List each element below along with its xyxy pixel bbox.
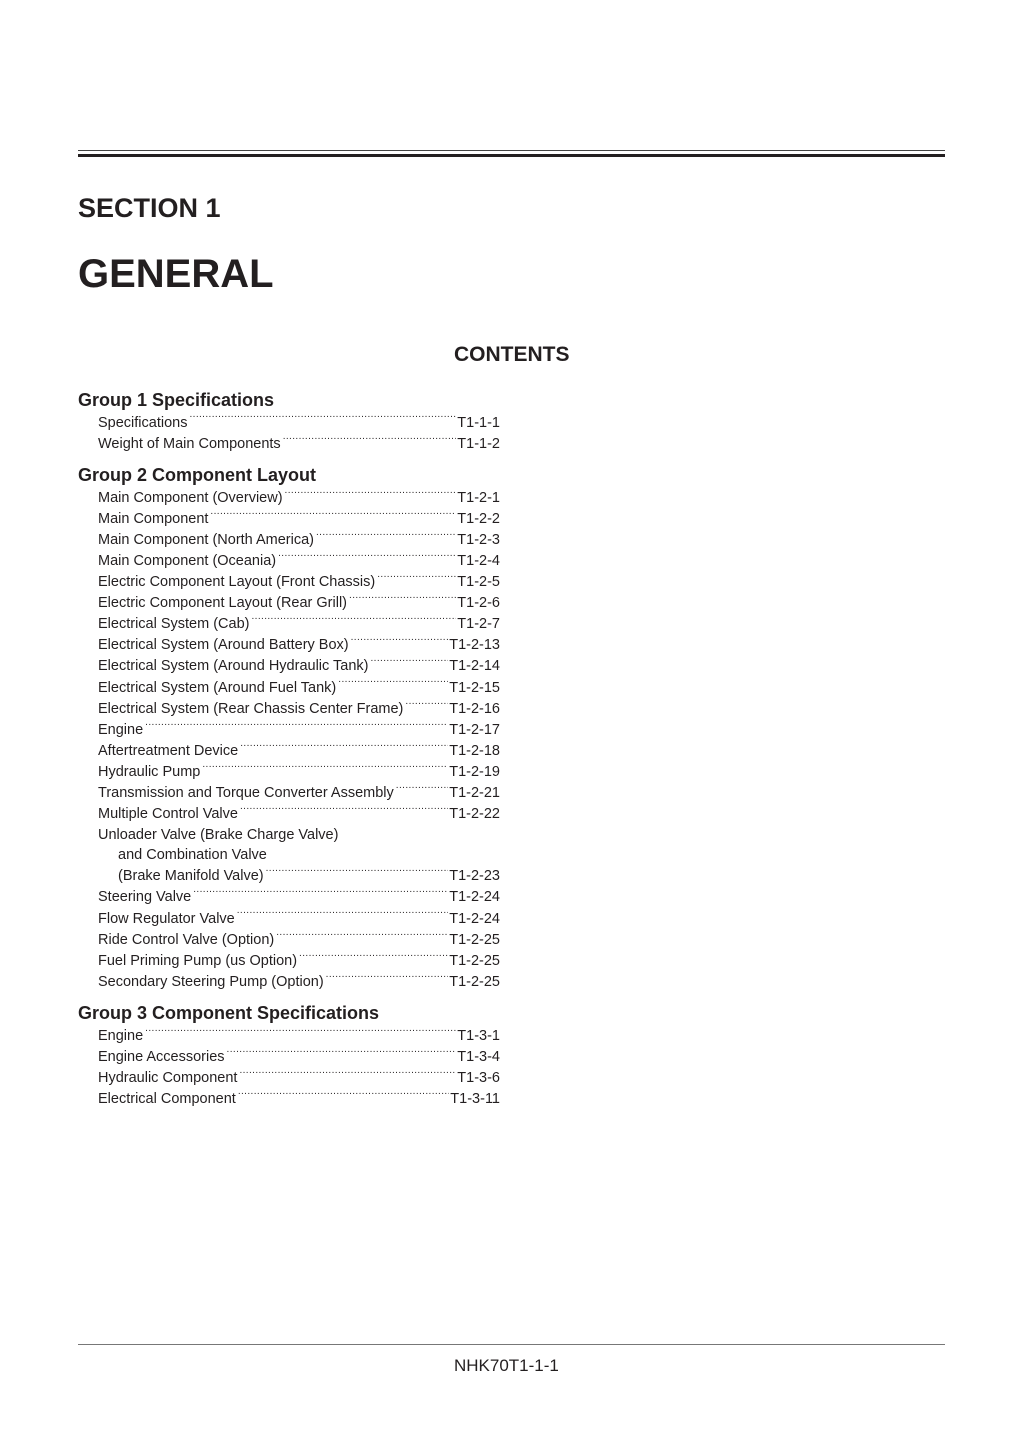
toc-entry[interactable]: [78, 1068, 500, 1089]
entry-label: Electric Component Layout (Front Chassis): [98, 574, 376, 591]
group-title: Group 2 Component Layout: [78, 465, 316, 486]
dot-leader: [338, 677, 448, 692]
toc-entry[interactable]: [78, 572, 500, 593]
dot-leader: [276, 929, 448, 944]
dot-leader: [266, 866, 449, 881]
entry-page: T1-2-7: [457, 616, 500, 633]
entry-page: T1-2-14: [449, 658, 500, 675]
entry-page: T1-3-11: [450, 1091, 500, 1108]
header-rule-thin: [78, 150, 945, 151]
entry-label: Flow Regulator Valve: [98, 910, 235, 927]
dot-leader: [278, 550, 456, 565]
dot-leader: [240, 804, 448, 819]
dot-leader: [396, 783, 448, 798]
entry-label: Hydraulic Pump: [98, 763, 201, 780]
entry-page: T1-2-21: [449, 785, 500, 801]
entry-label: Electrical System (Around Hydraulic Tank): [98, 658, 369, 675]
toc-entry[interactable]: [78, 614, 500, 635]
entry-label: Electrical Component: [98, 1091, 236, 1108]
dot-leader: [349, 593, 456, 608]
header-double-rule: [78, 150, 945, 158]
entry-page: T1-2-23: [449, 868, 500, 885]
dot-leader: [145, 1025, 456, 1040]
dot-leader: [145, 719, 448, 734]
entry-page: T1-2-4: [457, 552, 500, 569]
entry-label: Engine: [98, 721, 144, 738]
dot-leader: [285, 487, 457, 502]
dot-leader: [283, 433, 457, 448]
dot-leader: [193, 887, 448, 902]
entry-label: Transmission and Torque Converter Assembly: [98, 785, 394, 801]
dot-leader: [240, 740, 448, 755]
toc-entry[interactable]: [78, 887, 500, 908]
dot-leader: [377, 572, 456, 587]
toc-entry[interactable]: [78, 593, 500, 614]
entry-page: T1-2-2: [457, 510, 500, 527]
toc-entry[interactable]: [78, 783, 500, 804]
dot-leader: [238, 1089, 449, 1104]
dot-leader: [371, 656, 449, 671]
dot-leader: [326, 971, 449, 986]
entry-label: Steering Valve: [98, 889, 192, 906]
entry-label: Multiple Control Valve: [98, 806, 238, 823]
toc-entry[interactable]: [78, 412, 500, 433]
entry-label: Fuel Priming Pump (us Option): [98, 952, 298, 969]
toc-entry[interactable]: [78, 929, 500, 950]
footer-rule: [78, 1344, 945, 1345]
entry-label: Ride Control Valve (Option): [98, 931, 275, 948]
toc-entry[interactable]: [78, 740, 500, 761]
header-rule-thick: [78, 154, 945, 157]
entry-page: T1-2-22: [449, 806, 500, 823]
entry-page: T1-2-25: [449, 931, 500, 948]
section-label: SECTION 1: [78, 193, 221, 223]
entry-label: Electrical System (Rear Chassis Center Frame): [98, 700, 404, 717]
entry-page: T1-2-19: [449, 763, 500, 780]
dot-leader: [316, 529, 456, 544]
toc-entry[interactable]: [78, 761, 500, 782]
entry-label: Aftertreatment Device: [98, 742, 239, 759]
group-title: Group 1 Specifications: [78, 390, 275, 410]
toc-entry[interactable]: [78, 487, 500, 508]
entry-label: Main Component: [98, 510, 209, 527]
entry-page: T1-3-1: [457, 1027, 500, 1044]
toc-group-2: [78, 463, 500, 992]
table-of-contents: [78, 388, 500, 1119]
toc-group-3: [78, 1001, 500, 1109]
entry-page: T1-1-2: [457, 435, 500, 452]
entry-label: Engine Accessories: [98, 1049, 225, 1066]
toc-entry-multiline-line2[interactable]: [78, 845, 500, 866]
toc-entry[interactable]: [78, 1089, 500, 1110]
group-title: Group 3 Component Specifications: [78, 1003, 380, 1024]
toc-entry-multiline-line1[interactable]: [78, 825, 500, 846]
dot-leader: [239, 1068, 456, 1083]
toc-entry[interactable]: [78, 433, 500, 454]
toc-group-1: [78, 388, 500, 454]
entry-page: T1-1-1: [457, 414, 500, 431]
entry-label: Electric Component Layout (Rear Grill): [98, 595, 348, 612]
dot-leader: [299, 950, 448, 965]
entry-label: Hydraulic Component: [98, 1070, 238, 1087]
toc-entry[interactable]: [78, 1047, 500, 1068]
entry-page: T1-2-18: [449, 742, 500, 759]
section-title: GENERAL: [78, 252, 274, 296]
entry-label: Electrical System (Around Battery Box): [98, 637, 349, 654]
entry-page: T1-2-15: [449, 679, 500, 696]
dot-leader: [405, 698, 448, 713]
entry-page: T1-3-6: [457, 1070, 500, 1087]
entry-page: T1-2-6: [457, 595, 500, 612]
entry-page: T1-2-25: [449, 952, 500, 969]
entry-page: T1-2-5: [457, 574, 500, 591]
entry-label-continued: and Combination Valve: [118, 847, 267, 864]
dot-leader: [227, 1047, 457, 1062]
toc-entry-multiline-line3[interactable]: [78, 866, 500, 887]
entry-page: T1-2-13: [449, 637, 500, 654]
entry-label: Main Component (Oceania): [98, 552, 277, 569]
dot-leader: [351, 635, 449, 650]
toc-entry[interactable]: [78, 550, 500, 571]
toc-entry[interactable]: [78, 719, 500, 740]
dot-leader: [251, 614, 456, 629]
entry-page: T1-2-1: [457, 489, 500, 506]
toc-entry[interactable]: [78, 950, 500, 971]
dot-leader: [202, 761, 448, 776]
entry-label: Electrical System (Around Fuel Tank): [98, 679, 337, 696]
dot-leader: [210, 508, 456, 523]
entry-page: T1-2-16: [449, 700, 500, 717]
toc-entry[interactable]: [78, 635, 500, 656]
toc-entry[interactable]: [78, 529, 500, 550]
entry-page: T1-3-4: [457, 1049, 500, 1066]
toc-entry[interactable]: [78, 508, 500, 529]
toc-entry[interactable]: [78, 804, 500, 825]
toc-entry[interactable]: [78, 656, 500, 677]
dot-leader: [189, 412, 456, 427]
entry-page: T1-2-24: [449, 910, 500, 927]
page-code: NHK70T1-1-1: [454, 1356, 559, 1375]
toc-entry[interactable]: [78, 677, 500, 698]
entry-label: Unloader Valve (Brake Charge Valve): [98, 826, 339, 843]
entry-page: T1-2-17: [449, 721, 500, 738]
entry-label: Weight of Main Components: [98, 435, 281, 452]
dot-leader: [237, 908, 448, 923]
entry-label: Electrical System (Cab): [98, 616, 250, 633]
entry-label: Engine: [98, 1027, 144, 1044]
toc-entry[interactable]: [78, 1025, 500, 1046]
contents-heading: CONTENTS: [454, 343, 570, 366]
entry-label: Secondary Steering Pump (Option): [98, 973, 324, 990]
toc-entry[interactable]: [78, 698, 500, 719]
toc-entry[interactable]: [78, 971, 500, 992]
entry-page: T1-2-24: [449, 889, 500, 906]
entry-label-continued: (Brake Manifold Valve): [118, 868, 264, 885]
entry-label: Main Component (Overview): [98, 489, 283, 506]
entry-label: Specifications: [98, 414, 188, 431]
entry-page: T1-2-3: [457, 531, 500, 548]
entry-page: T1-2-25: [449, 973, 500, 990]
toc-entry[interactable]: [78, 908, 500, 929]
entry-label: Main Component (North America): [98, 531, 314, 548]
